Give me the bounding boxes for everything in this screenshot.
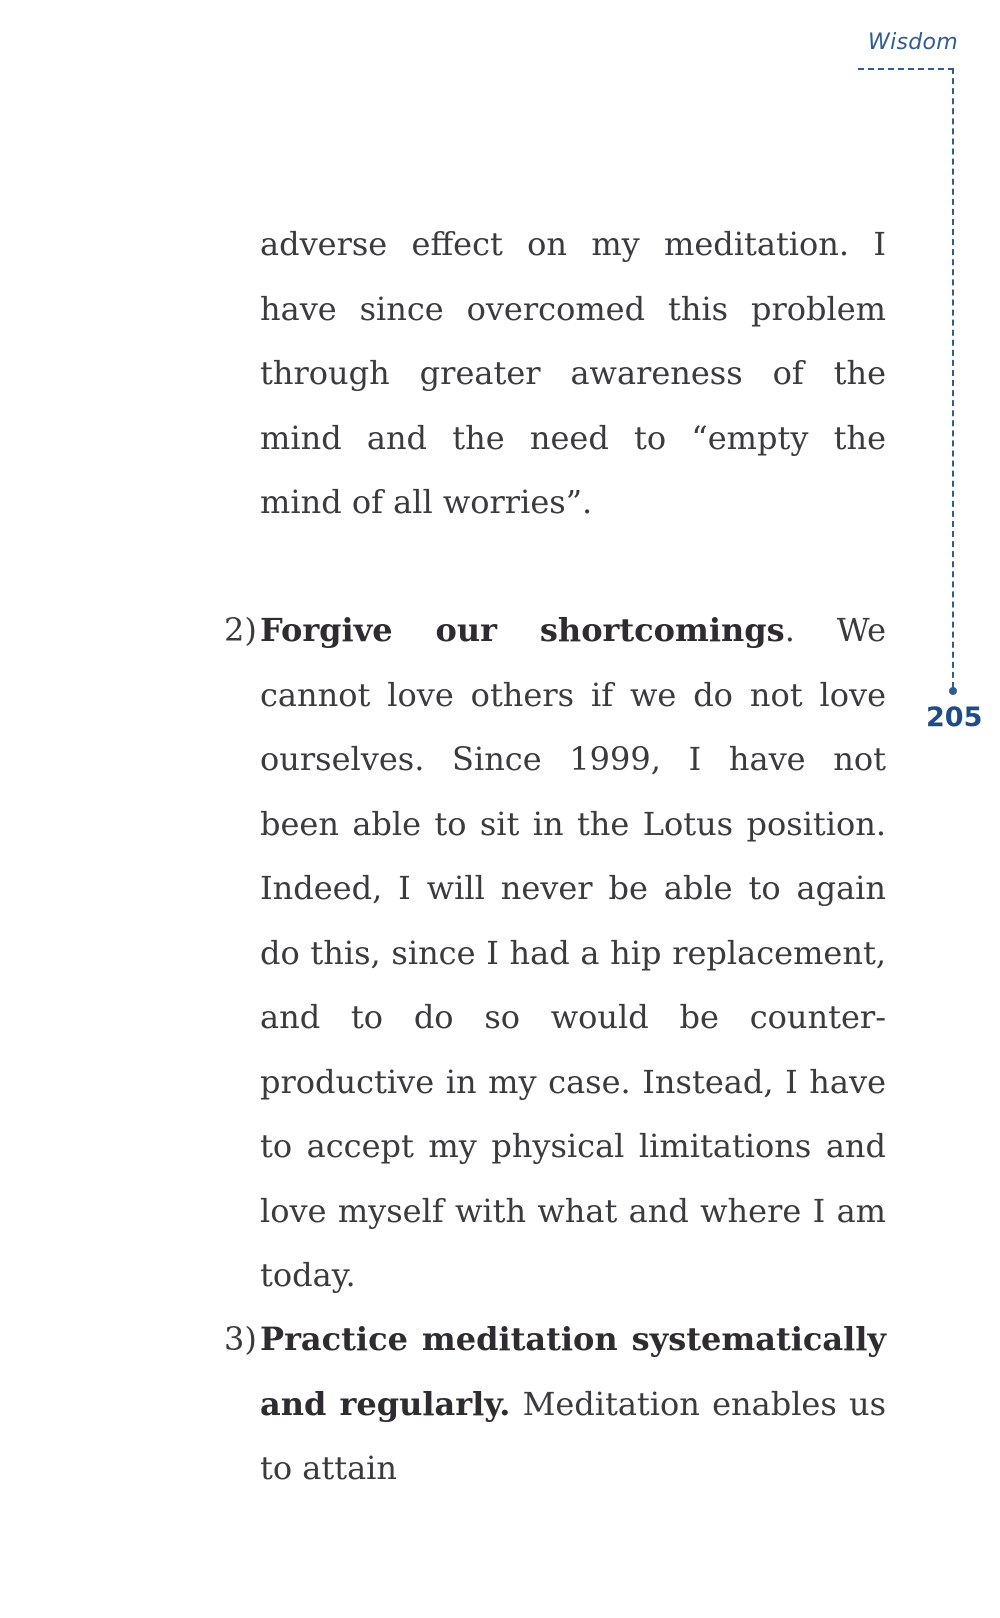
list-item-heading: Practice meditation systematically and regularly. bbox=[260, 1320, 886, 1423]
rule-end-dot bbox=[949, 687, 957, 695]
list-item-body bbox=[260, 598, 886, 1308]
list-item bbox=[224, 1307, 886, 1501]
list-item-heading-suffix: . bbox=[784, 611, 795, 649]
list-item-number: 3) bbox=[224, 1320, 257, 1358]
list-item-text: We cannot love others if we do not love ourselves. Since 1999, I have not been able to sit in the Lotus position. Indeed, I will never be able to again do this, since I had a hip replacement, and to do so would be counter-productive in my case. Instead, I have to accept my physical limitations and love myself with what and where I am today. bbox=[260, 611, 887, 1294]
header-rule-vertical bbox=[952, 68, 954, 688]
list-item-body bbox=[260, 1307, 886, 1501]
page-number: 205 bbox=[926, 702, 983, 733]
list-item-text: Meditation enables us to attain bbox=[260, 1384, 887, 1487]
list-item bbox=[224, 598, 886, 1308]
running-head: Wisdom bbox=[868, 30, 958, 55]
list-item-heading: Forgive our shortcomings bbox=[260, 611, 785, 649]
list-item-number: 2) bbox=[224, 611, 257, 649]
continuation-paragraph: adverse effect on my meditation. I have since overcomed this problem through greater awareness of the mind and the need to “empty the mind of all worries”. bbox=[260, 225, 886, 521]
header-rule-horizontal bbox=[858, 68, 954, 70]
